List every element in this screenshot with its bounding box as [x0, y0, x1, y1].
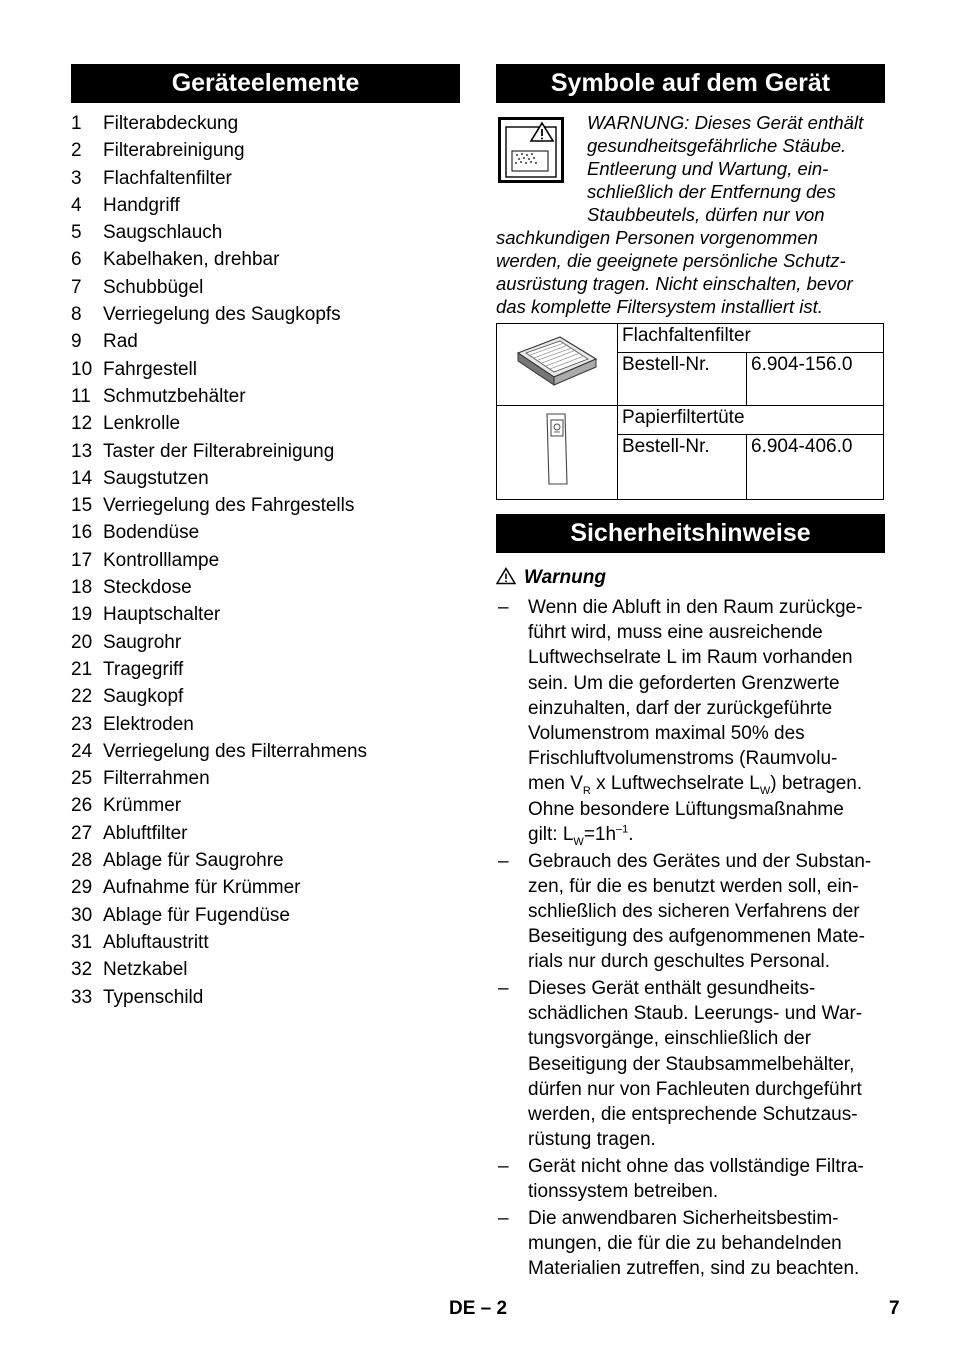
list-item	[71, 656, 460, 683]
list-item	[71, 984, 460, 1011]
list-item	[71, 765, 460, 792]
item-label: Steckdose	[103, 577, 192, 599]
warning-title-text: Warnung	[524, 567, 606, 588]
item-label: Taster der Filterabreinigung	[103, 440, 335, 462]
item-number: 11	[71, 385, 91, 407]
list-item	[71, 246, 460, 273]
warning-line: sachkundigen Personen vorgenommen	[496, 227, 818, 248]
list-item	[71, 492, 460, 519]
item-number: 3	[71, 167, 82, 189]
item-label: Rad	[103, 331, 138, 353]
item-label: Saugschlauch	[103, 222, 223, 244]
item-number: 8	[71, 304, 82, 326]
bullet-line: Volumenstrom maximal 50% des	[528, 723, 805, 745]
item-label: Saugkopf	[103, 686, 184, 708]
bullet-line: tionssystem betreiben.	[528, 1181, 719, 1203]
flat-filter-icon	[512, 331, 602, 391]
text-segment: =1h	[583, 823, 617, 845]
order-number: 6.904-406.0	[747, 435, 884, 500]
item-number: 31	[71, 931, 93, 953]
bullet-line: Beseitigung der Staubsammelbehälter,	[528, 1053, 855, 1075]
safety-bullet	[496, 595, 885, 847]
item-number: 1	[71, 113, 82, 134]
parts-column	[71, 64, 460, 1011]
bullet-line: Luftwechselrate L im Raum vorhanden	[528, 647, 853, 669]
item-number: 5	[71, 222, 82, 244]
footer-page-number: 7	[889, 1298, 900, 1319]
item-label: Tragegriff	[103, 658, 184, 680]
subscript: W	[759, 785, 771, 798]
bullet-line	[528, 822, 885, 847]
item-number: 32	[71, 959, 93, 981]
warning-triangle-icon	[496, 567, 516, 585]
warning-line: schließlich der Entfernung des	[587, 181, 836, 202]
item-number: 4	[71, 194, 82, 216]
flat-pleated-filter-image	[497, 324, 618, 406]
item-number: 19	[71, 604, 93, 626]
item-number: 28	[71, 850, 93, 872]
item-label: Kontrolllampe	[103, 549, 220, 571]
item-number: 15	[71, 495, 93, 517]
item-label: Ablage für Fugendüse	[103, 904, 290, 926]
item-number: 13	[71, 440, 93, 462]
item-label: Krümmer	[103, 795, 182, 817]
bullet-line: dürfen nur von Fachleuten durchgeführt	[528, 1078, 862, 1100]
list-item	[71, 301, 460, 328]
subscript: W	[573, 835, 584, 848]
item-number: 12	[71, 413, 93, 435]
bullet-line: einzuhalten, darf der zurückgeführte	[528, 697, 833, 719]
superscript: –1	[616, 823, 629, 836]
bullet-line: Gerät nicht ohne das vollständige Filtra-	[528, 1155, 864, 1177]
item-number: 6	[71, 249, 82, 271]
item-label: Hauptschalter	[103, 604, 221, 626]
dust-hazard-icon	[498, 117, 564, 183]
bullet-line: Die anwendbaren Sicherheitsbestim-	[528, 1207, 839, 1229]
warning-title	[496, 565, 885, 591]
item-number: 17	[71, 549, 93, 571]
safety-bullet	[496, 1206, 885, 1282]
list-item	[71, 902, 460, 929]
paper-filter-bag-image	[497, 406, 618, 500]
bullet-line: schließlich des sicheren Verfahrens der	[528, 900, 860, 922]
bullet-line: rüstung tragen.	[528, 1129, 656, 1151]
bullet-line: Wenn die Abluft in den Raum zurückge-	[528, 597, 863, 618]
item-number: 16	[71, 522, 93, 544]
item-label: Handgriff	[103, 194, 180, 216]
bullet-line: führt wird, muss eine ausreichende	[528, 622, 823, 644]
bullet-line	[528, 771, 885, 796]
item-label: Verriegelung des Saugkopfs	[103, 304, 341, 326]
list-item	[71, 547, 460, 574]
bullet-line: sein. Um die geforderten Grenzwerte	[528, 672, 840, 694]
item-label: Abluftfilter	[103, 822, 188, 844]
list-item	[71, 519, 460, 546]
item-number: 2	[71, 140, 82, 162]
item-label: Verriegelung des Filterrahmens	[103, 740, 368, 762]
list-item	[71, 219, 460, 246]
item-label: Abluftaustritt	[103, 931, 209, 953]
text-segment: gilt: L	[528, 823, 574, 845]
bullet-line: schädlichen Staub. Leerungs- und War-	[528, 1003, 863, 1025]
list-item	[71, 874, 460, 901]
table-row	[497, 324, 884, 353]
list-item	[71, 929, 460, 956]
warning-line: gesundheitsgefährliche Stäube.	[587, 135, 847, 156]
safety-bullet-list	[496, 595, 885, 1281]
safety-bullet	[496, 976, 885, 1152]
symbols-column	[496, 64, 885, 1283]
item-label: Filterabdeckung	[103, 113, 239, 134]
item-number: 9	[71, 331, 82, 353]
item-label: Elektroden	[103, 713, 194, 735]
list-item	[71, 792, 460, 819]
warning-line: Staubbeutels, dürfen nur von	[587, 204, 825, 225]
item-number: 20	[71, 631, 93, 653]
device-warning-block	[496, 111, 885, 318]
section-heading-symbols: Symbole auf dem Gerät	[496, 64, 885, 103]
item-number: 33	[71, 986, 93, 1008]
item-label: Schubbügel	[103, 276, 204, 298]
item-label: Typenschild	[103, 986, 204, 1008]
item-label: Bodendüse	[103, 522, 200, 544]
list-item	[71, 137, 460, 164]
bullet-dash: –	[498, 1155, 509, 1177]
list-item	[71, 383, 460, 410]
item-label: Aufnahme für Krümmer	[103, 877, 301, 899]
item-number: 10	[71, 358, 93, 380]
list-item	[71, 820, 460, 847]
warning-line: WARNUNG: Dieses Gerät enthält	[587, 112, 864, 133]
list-item	[71, 165, 460, 192]
section-heading-parts: Geräteelemente	[71, 64, 460, 103]
list-item	[71, 274, 460, 301]
item-number: 27	[71, 822, 93, 844]
item-number: 26	[71, 795, 93, 817]
bullet-line: Frischluftvolumenstroms (Raumvolu-	[528, 748, 838, 770]
list-item	[71, 956, 460, 983]
order-number: 6.904-156.0	[747, 353, 884, 406]
warning-line: ausrüstung tragen. Nicht einschalten, bevor	[496, 273, 853, 294]
item-label: Filterrahmen	[103, 768, 210, 790]
bullet-dash: –	[498, 850, 509, 872]
safety-bullet	[496, 1154, 885, 1204]
text-segment: ) betragen.	[770, 773, 863, 795]
bullet-dash: –	[498, 978, 509, 1000]
bullet-dash: –	[498, 597, 509, 618]
list-item	[71, 356, 460, 383]
list-item	[71, 601, 460, 628]
accessory-name: Papierfiltertüte	[618, 406, 884, 435]
item-label: Kabelhaken, drehbar	[103, 249, 280, 271]
item-number: 29	[71, 877, 93, 899]
bullet-line: werden, die entsprechende Schutzaus-	[528, 1104, 858, 1126]
item-label: Flachfaltenfilter	[103, 167, 232, 189]
item-number: 22	[71, 686, 93, 708]
text-segment: x Luftwechselrate L	[590, 773, 760, 795]
item-number: 14	[71, 467, 93, 489]
paper-bag-icon	[537, 410, 577, 488]
list-item	[71, 438, 460, 465]
bullet-line: Materialien zutreffen, sind zu beachten.	[528, 1258, 860, 1280]
bullet-line: rials nur durch geschultes Personal.	[528, 951, 831, 973]
bullet-line: Ohne besondere Lüftungsmaßnahme	[528, 798, 844, 820]
list-item	[71, 465, 460, 492]
table-row	[497, 406, 884, 435]
subscript: R	[582, 785, 591, 798]
bullet-line: Dieses Gerät enthält gesundheits-	[528, 978, 816, 1000]
item-label: Saugstutzen	[103, 467, 209, 489]
list-item	[71, 629, 460, 656]
item-label: Ablage für Saugrohre	[103, 850, 284, 872]
text-segment: .	[628, 823, 634, 845]
accessory-name: Flachfaltenfilter	[618, 324, 884, 353]
list-item	[71, 847, 460, 874]
bullet-line: tungsvorgänge, einschließlich der	[528, 1028, 812, 1050]
list-item	[71, 192, 460, 219]
item-label: Fahrgestell	[103, 358, 197, 380]
item-number: 30	[71, 904, 93, 926]
warning-line: Entleerung und Wartung, ein-	[587, 158, 829, 179]
item-number: 23	[71, 713, 93, 735]
bullet-line: Beseitigung des aufgenommenen Mate-	[528, 926, 865, 948]
list-item	[71, 711, 460, 738]
bullet-line: zen, für die es benutzt werden soll, ein-	[528, 875, 859, 897]
bullet-line: mungen, die für die zu behandelnden	[528, 1233, 842, 1255]
item-label: Netzkabel	[103, 959, 188, 981]
footer-section-number: DE – 2	[449, 1298, 508, 1319]
item-label: Saugrohr	[103, 631, 182, 653]
item-label: Schmutzbehälter	[103, 385, 246, 407]
list-item	[71, 574, 460, 601]
list-item	[71, 738, 460, 765]
item-label: Lenkrolle	[103, 413, 181, 435]
item-number: 25	[71, 768, 93, 790]
list-item	[71, 110, 460, 137]
parts-list	[71, 110, 460, 1011]
bullet-line: Gebrauch des Gerätes und der Substan-	[528, 850, 872, 872]
item-number: 21	[71, 658, 93, 680]
list-item	[71, 410, 460, 437]
safety-bullet	[496, 849, 885, 975]
list-item	[71, 683, 460, 710]
list-item	[71, 328, 460, 355]
item-number: 7	[71, 276, 82, 298]
text-segment: men V	[528, 773, 583, 795]
warning-line: das komplette Filtersystem installiert ist.	[496, 296, 823, 317]
bullet-dash: –	[498, 1207, 509, 1229]
order-number-label: Bestell-Nr.	[618, 435, 747, 500]
section-heading-safety: Sicherheitshinweise	[496, 514, 885, 553]
warning-line: werden, die geeignete persönliche Schutz-	[496, 250, 846, 271]
accessory-order-table	[496, 323, 884, 500]
item-label: Filterabreinigung	[103, 140, 245, 162]
item-number: 24	[71, 740, 93, 762]
order-number-label: Bestell-Nr.	[618, 353, 747, 406]
item-label: Verriegelung des Fahrgestells	[103, 495, 355, 517]
item-number: 18	[71, 577, 93, 599]
